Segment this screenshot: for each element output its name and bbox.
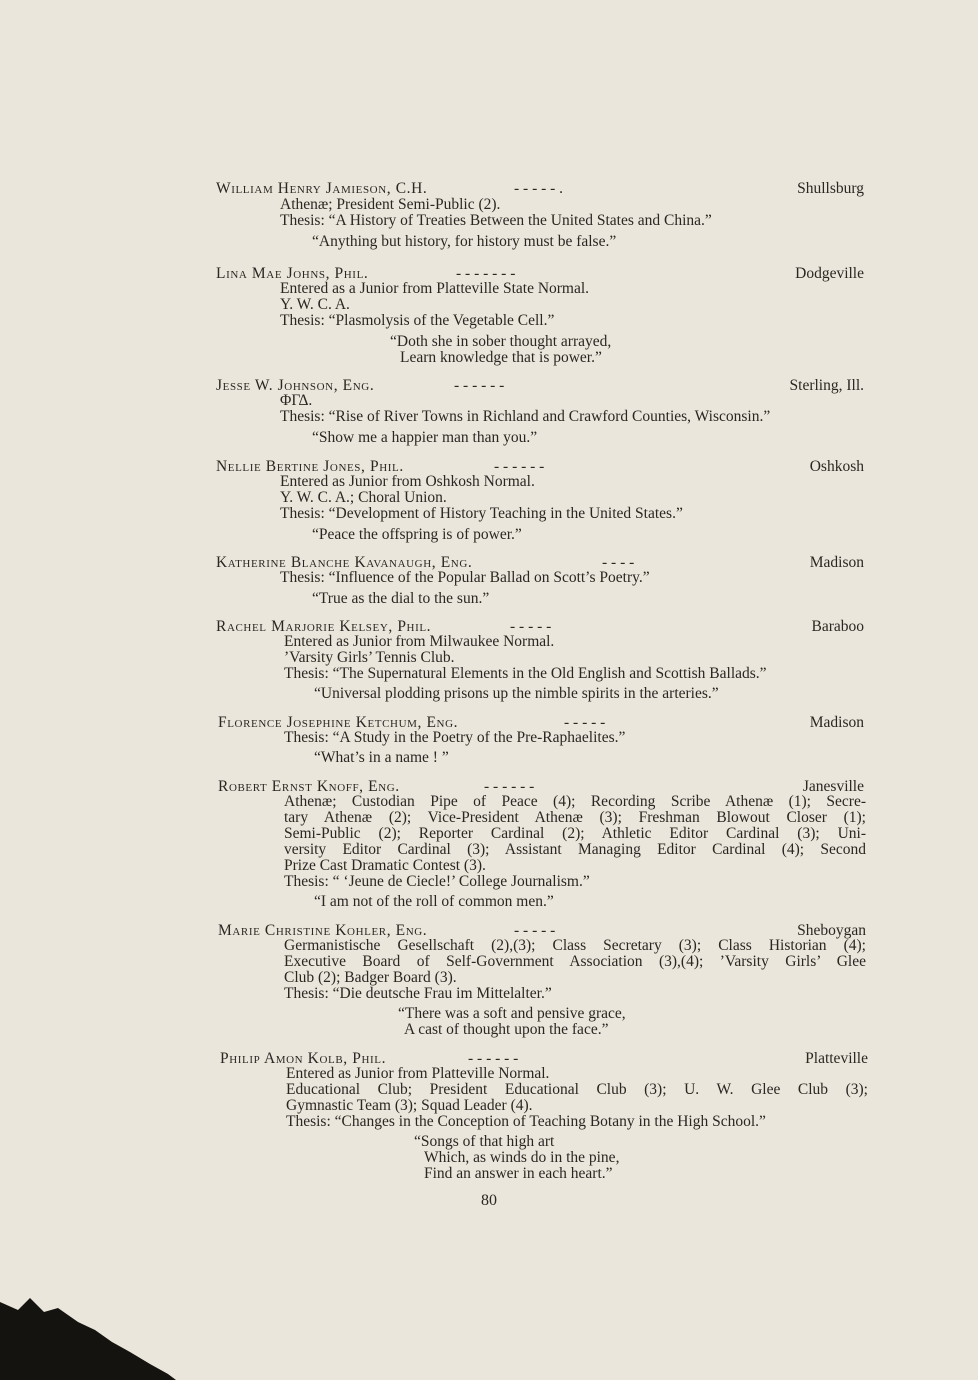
quote-line: Find an answer in each heart.” [424, 1165, 613, 1182]
graduate-name: Robert Ernst Knoff, Eng. [218, 778, 400, 795]
hometown: Janesville [802, 778, 864, 795]
detail-line: Y. W. C. A. [280, 296, 350, 313]
graduate-name: William Henry Jamieson, C.H. [216, 180, 428, 197]
thesis-line: Thesis: “Plasmolysis of the Vegetable Cell.” [280, 312, 555, 329]
quote-line: “True as the dial to the sun.” [312, 590, 490, 607]
detail-line: versity Editor Cardinal (3); Assistant Managing Editor Cardinal (4); Second [284, 841, 866, 858]
hometown: Platteville [805, 1050, 868, 1067]
detail-line: Semi-Public (2); Reporter Cardinal (2); Athletic Editor Cardinal (3); Uni- [284, 825, 866, 842]
detail-line: Gymnastic Team (3); Squad Leader (4). [286, 1097, 533, 1114]
leader-dashes: - - - - - - - [456, 265, 516, 282]
detail-line: Entered as Junior from Oshkosh Normal. [280, 473, 535, 490]
leader-dashes: - - - - [602, 554, 635, 571]
hometown: Madison [809, 714, 864, 731]
graduate-name: Philip Amon Kolb, Phil. [220, 1050, 387, 1067]
quote-line: “Anything but history, for history must be false.” [312, 233, 617, 250]
thesis-line: Thesis: “Development of History Teaching in the United States.” [280, 505, 683, 522]
leader-dashes: - - - - - - [468, 1050, 519, 1067]
thesis-line: Thesis: “Influence of the Popular Ballad on Scott’s Poetry.” [280, 569, 650, 586]
hometown: Dodgeville [795, 265, 864, 282]
quote-line: “Show me a happier man than you.” [312, 429, 538, 446]
thesis-line: Thesis: “Rise of River Towns in Richland and Crawford Counties, Wisconsin.” [280, 408, 771, 425]
torn-paper-scrap [0, 1290, 190, 1380]
graduate-name: Rachel Marjorie Kelsey, Phil. [216, 618, 432, 635]
hometown: Sheboygan [797, 922, 866, 939]
quote-line: “I am not of the roll of common men.” [314, 893, 554, 910]
graduate-name: Nellie Bertine Jones, Phil. [216, 458, 404, 475]
graduate-name: Jesse W. Johnson, Eng. [216, 377, 375, 394]
graduate-name: Florence Josephine Ketchum, Eng. [218, 714, 459, 731]
thesis-line: Thesis: “Die deutsche Frau im Mittelalter.” [284, 985, 552, 1002]
leader-dashes: - - - - - . [514, 180, 564, 197]
leader-dashes: - - - - - [514, 922, 556, 939]
graduate-name: Katherine Blanche Kavanaugh, Eng. [216, 554, 473, 571]
graduate-name: Lina Mae Johns, Phil. [216, 265, 369, 282]
leader-dashes: - - - - - - [454, 377, 505, 394]
hometown: Madison [809, 554, 864, 571]
thesis-line: Thesis: “ ‘Jeune de Ciecle!’ College Journalism.” [284, 873, 590, 890]
detail-line: Entered as Junior from Platteville Normal. [286, 1065, 550, 1082]
detail-line: Y. W. C. A.; Choral Union. [280, 489, 447, 506]
thesis-line: Thesis: “A History of Treaties Between the United States and China.” [280, 212, 712, 229]
quote-line: “Songs of that high art [414, 1133, 555, 1150]
fraternity-letters: ΦΓΔ. [280, 392, 313, 409]
quote-line: “There was a soft and pensive grace, [398, 1005, 626, 1022]
leader-dashes: - - - - - - [494, 458, 545, 475]
detail-line: Executive Board of Self-Government Association (3),(4); ’Varsity Girls’ Glee [284, 953, 866, 970]
detail-line: Athenæ; Custodian Pipe of Peace (4); Recording Scribe Athenæ (1); Secre- [284, 793, 866, 810]
detail-line: Club (2); Badger Board (3). [284, 969, 457, 986]
quote-line: “Universal plodding prisons up the nimble spirits in the arteries.” [314, 685, 719, 702]
thesis-line: Thesis: “Changes in the Conception of Teaching Botany in the High School.” [286, 1113, 766, 1130]
page-number: 80 [481, 1192, 497, 1209]
leader-dashes: - - - - - - [484, 778, 535, 795]
thesis-line: Thesis: “A Study in the Poetry of the Pre-Raphaelites.” [284, 729, 626, 746]
leader-dashes: - - - - - [510, 618, 552, 635]
detail-line: Entered as a Junior from Platteville State Normal. [280, 280, 590, 297]
detail-line: Athenæ; President Semi-Public (2). [280, 196, 501, 213]
detail-line: tary Athenæ (2); Vice-President Athenæ (3); Freshman Blowout Closer (1); [284, 809, 866, 826]
graduate-name: Marie Christine Kohler, Eng. [218, 922, 428, 939]
hometown: Oshkosh [809, 458, 864, 475]
entry-heading [216, 377, 864, 395]
quote-line: Learn knowledge that is power.” [400, 349, 602, 366]
thesis-line: Thesis: “The Supernatural Elements in the Old English and Scottish Ballads.” [284, 665, 767, 682]
quote-line: “Peace the offspring is of power.” [312, 526, 522, 543]
detail-line: Germanistische Gesellschaft (2),(3); Class Secretary (3); Class Historian (4); [284, 937, 866, 954]
quote-line: A cast of thought upon the face.” [404, 1021, 609, 1038]
detail-line: Prize Cast Dramatic Contest (3). [284, 857, 486, 874]
quote-line: “What’s in a name ! ” [314, 749, 449, 766]
hometown: Baraboo [811, 618, 864, 635]
hometown: Sterling, Ill. [789, 377, 864, 394]
leader-dashes: - - - - - [564, 714, 606, 731]
quote-line: Which, as winds do in the pine, [424, 1149, 620, 1166]
quote-line: “Doth she in sober thought arrayed, [390, 333, 612, 350]
detail-line: Entered as Junior from Milwaukee Normal. [284, 633, 555, 650]
detail-line: Educational Club; President Educational Club (3); U. W. Glee Club (3); [286, 1081, 868, 1098]
detail-line: ’Varsity Girls’ Tennis Club. [284, 649, 455, 666]
hometown: Shullsburg [797, 180, 864, 197]
